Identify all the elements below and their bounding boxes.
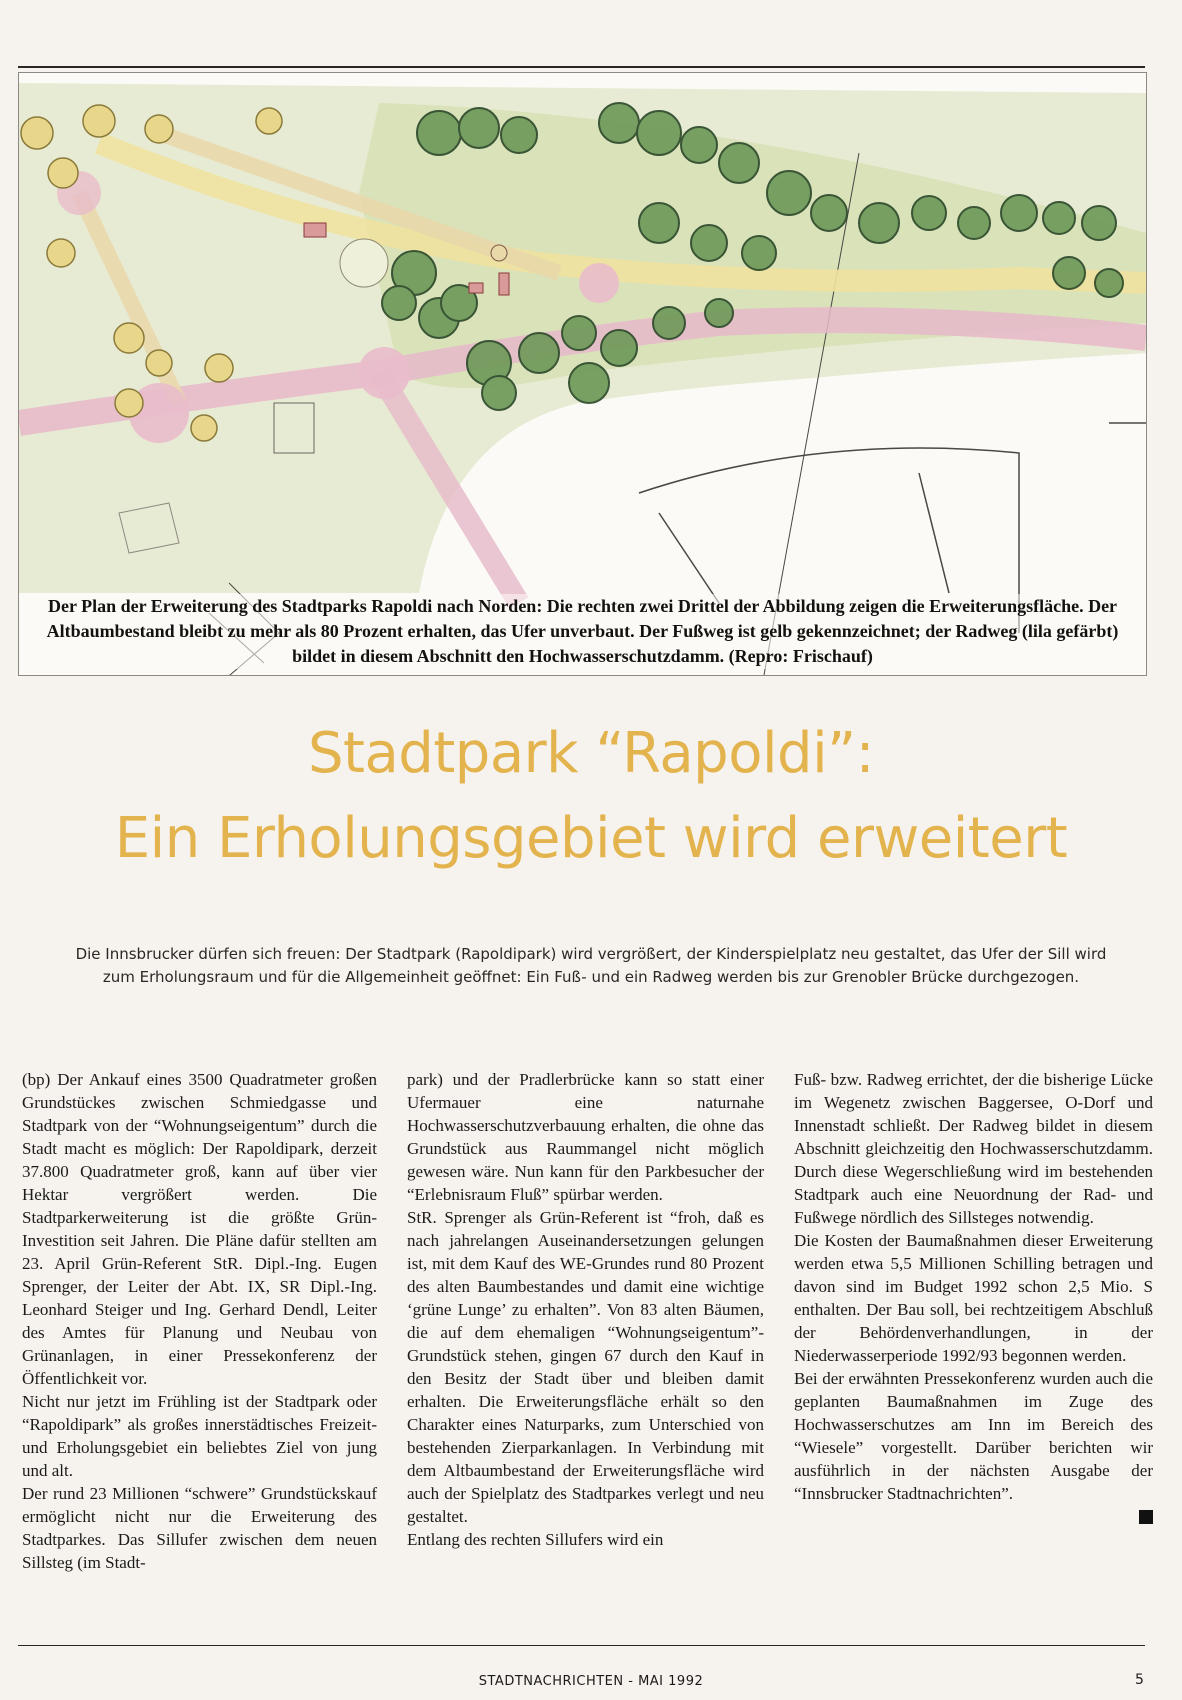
paragraph: Nicht nur jetzt im Frühling ist der Stadtpark oder “Rapoldipark” als großes innerstädtisches Freizeit- und Erholungsgebiet ein beliebtes Ziel von jung und alt. [22, 1392, 377, 1480]
page-number: 5 [1135, 1672, 1144, 1688]
paragraph: Der rund 23 Millionen “schwere” Grundstückskauf ermöglicht nicht nur die Erweiterung des Stadtparkes. Das Sillufer zwischen dem neuen Sillsteg (im Stadt- [22, 1484, 377, 1572]
column-1 [22, 1068, 377, 1574]
headline-line-2: Ein Erholungsgebiet wird erweitert [114, 806, 1068, 871]
paragraph: Fuß- bzw. Radweg errichtet, der die bisherige Lücke im Wegenetz zwischen Baggersee, O-Dorf und Innenstadt schließt. Der Radweg bildet in diesem Abschnitt gleichzeitig den Hochwasserschutzdamm. Durch diese Wegerschließung wird im bestehenden Stadtpark auch eine Neuordnung der Rad- und Fußwege nördlich des Sillsteges notwendig. [794, 1070, 1153, 1227]
paragraph: (bp) Der Ankauf eines 3500 Quadratmeter großen Grundstückes zwischen Schmiedgasse und Stadtpark von der “Wohnungseigentum” durch die Stadt macht es möglich: Der Rapoldipark, derzeit 37.800 Quadratmeter groß, kann auf über vier Hektar vergrößert werden. Die Stadtparkerweiterung ist die größte Grün-Investition seit Jahren. Die Pläne dafür stellten am 23. April Grün-Referent StR. Dipl.-Ing. Eugen Sprenger, der Leiter der Abt. IX, SR Dipl.-Ing. Leonhard Steiger und Ing. Gerhard Dendl, Leiter des Amtes für Planung und Neubau von Grünanlagen, in einer Pressekonferenz der Öffentlichkeit vor. [22, 1070, 377, 1388]
bottom-rule [18, 1645, 1145, 1646]
paragraph: park) und der Pradlerbrücke kann so statt einer Ufermauer eine naturnahe Hochwasserschutzverbauung erhalten, die ohne das Grundstück aus Raummangel nicht möglich gewesen wäre. Nun kann für den Parkbesucher der “Erlebnisraum Fluß” spürbar werden. [407, 1070, 764, 1204]
article-body [22, 1068, 1152, 1574]
paragraph: Bei der erwähnten Pressekonferenz wurden auch die geplanten Baumaßnahmen im Zuge des Hochwasserschutzes am Inn im Bereich des “Wiesele” vorgestellt. Darüber berichten wir ausführlich in der nächsten Ausgabe der “Innsbrucker Stadtnachrichten”. [794, 1369, 1153, 1503]
column-3 [794, 1068, 1153, 1574]
park-plan-drawing [19, 73, 1146, 675]
paragraph: StR. Sprenger als Grün-Referent ist “froh, daß es nach jahrelangen Auseinandersetzungen gelungen ist, mit dem Kauf des WE-Grundes rund 80 Prozent des alten Baumbestandes und damit eine wichtige ‘grüne Lunge’ zu erhalten”. Von 83 alten Bäumen, die auf dem ehemaligen “Wohnungseigentum”-Grundstück stehen, gingen 67 durch den Kauf in den Besitz der Stadt über und bleiben damit erhalten. Die Erweiterungsfläche erhält so den Charakter eines Naturparks, zum Unterschied von bestehenden Zierparkanlagen. In Verbindung mit dem Altbaumbestand der Erweiterungsfläche wird auch der Spielplatz des Stadtparkes verlegt und neu gestaltet. [407, 1208, 764, 1526]
figure-caption: Der Plan der Erweiterung des Stadtparks Rapoldi nach Norden: Die rechten zwei Drittel der Abbildung zeigen die Erweiterungsfläche. Der Altbaumbestand bleibt zu mehr als 80 Prozent erhalten, das Ufer unverbaut. Der Fußweg ist gelb gekennzeichnet; der Radweg (lila gefärbt) bildet in diesem Abschnitt den Hochwasserschutzdamm. (Repro: Frischauf) [19, 594, 1146, 669]
park-plan-figure [18, 72, 1147, 676]
end-of-article-mark [1139, 1510, 1153, 1524]
column-2 [407, 1068, 764, 1574]
top-rule [18, 66, 1145, 68]
paragraph: Entlang des rechten Sillufers wird ein [407, 1530, 664, 1549]
publication-footer: STADTNACHRICHTEN - MAI 1992 [478, 1674, 704, 1689]
paragraph: Die Kosten der Baumaßnahmen dieser Erweiterung werden etwa 5,5 Millionen Schilling betragen und davon sind im Budget 1992 schon 2,5 Mio. S enthalten. Der Bau soll, bei rechtzeitigem Abschluß der Behördenverhandlungen, in der Niederwasserperiode 1992/93 begonnen werden. [794, 1231, 1153, 1365]
headline-line-1: Stadtpark “Rapoldi”: [307, 721, 875, 786]
lead-paragraph: Die Innsbrucker dürfen sich freuen: Der Stadtpark (Rapoldipark) wird vergrößert, der Kinderspielplatz neu gestaltet, das Ufer der Sill wird zum Erholungsraum und für die Allgemeinheit geöffnet: Ein Fuß- und ein Radweg werden bis zur Grenobler Brücke durchgezogen. [75, 945, 1107, 986]
